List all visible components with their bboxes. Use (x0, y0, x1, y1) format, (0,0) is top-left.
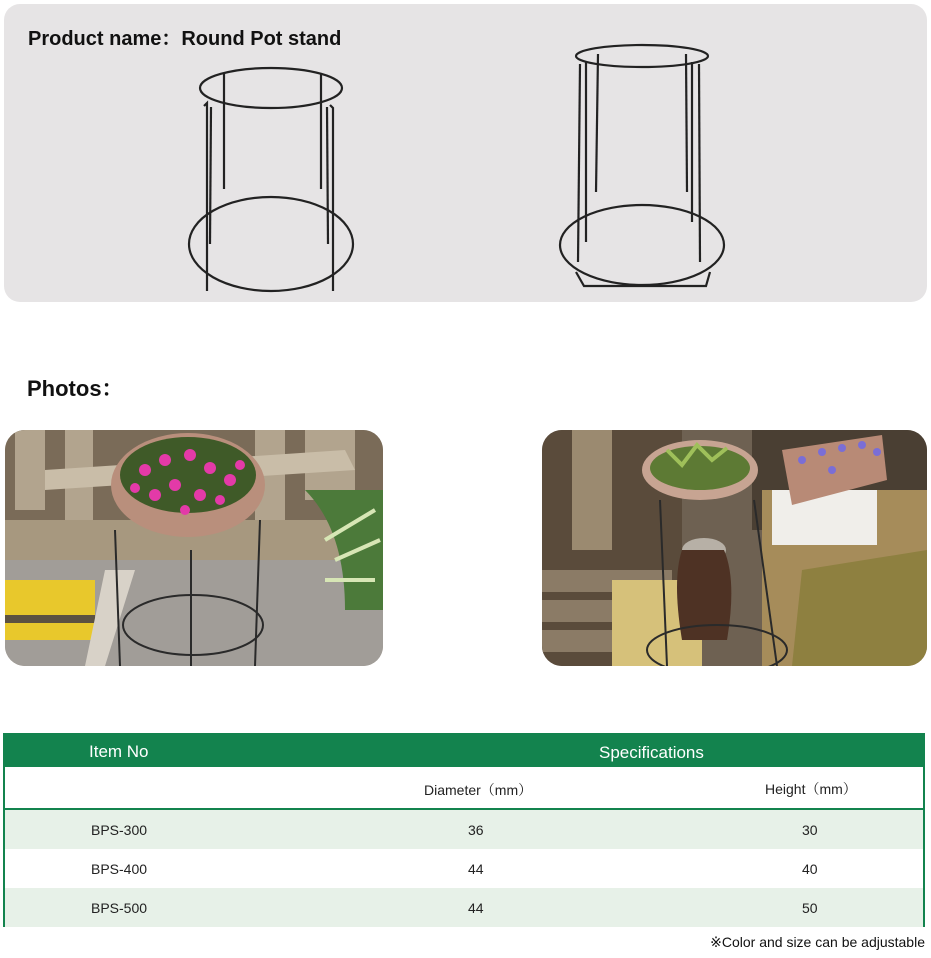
spec-table-header (5, 735, 923, 767)
table-row (5, 888, 923, 927)
header-specifications: Specifications (599, 743, 704, 762)
photos-heading: Photos： (27, 376, 124, 401)
product-title: Product name：Round Pot stand (28, 28, 342, 50)
cell-item: BPS-300 (91, 822, 148, 838)
cell-height: 40 (802, 861, 818, 877)
table-row (5, 849, 923, 888)
cell-item: BPS-500 (91, 900, 148, 916)
spec-table-subheader (5, 767, 923, 810)
spec-table (3, 733, 925, 927)
cell-height: 30 (802, 822, 818, 838)
photo-stand-on-jar (542, 430, 927, 666)
header-item-no: Item No (89, 742, 149, 761)
cell-diameter: 44 (468, 900, 484, 916)
cell-diameter: 36 (468, 822, 484, 838)
cell-item: BPS-400 (91, 861, 148, 877)
photo-stand-with-pink-flowers (5, 430, 383, 666)
round-pot-stand-tall-image (556, 42, 726, 290)
subheader-diameter: Diameter（mm） (424, 782, 533, 798)
round-pot-stand-short-image (184, 59, 359, 294)
footnote: ※Color and size can be adjustable (710, 934, 925, 950)
table-row (5, 810, 923, 849)
cell-diameter: 44 (468, 861, 484, 877)
subheader-height: Height（mm） (765, 781, 857, 797)
cell-height: 50 (802, 900, 818, 916)
product-panel (4, 4, 927, 302)
